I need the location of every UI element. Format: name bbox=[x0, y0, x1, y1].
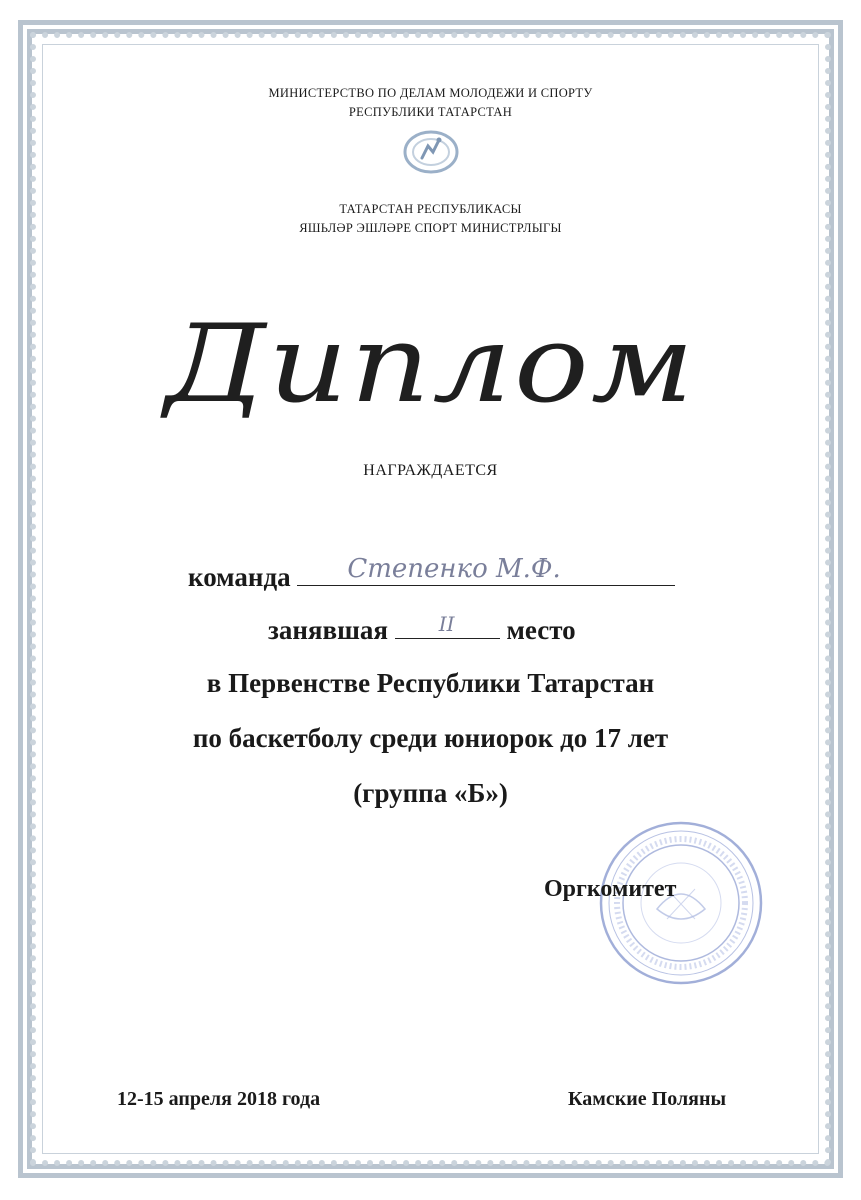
ministry-tt-line2: ЯШЬЛӘР ЭШЛӘРЕ СПОРТ МИНИСТРЛЫГЫ bbox=[299, 221, 562, 235]
ministry-ru-line1: МИНИСТЕРСТВО ПО ДЕЛАМ МОЛОДЕЖИ И СПОРТУ bbox=[268, 86, 593, 100]
team-field bbox=[297, 554, 675, 586]
team-line bbox=[188, 554, 675, 593]
ministry-header-tt bbox=[0, 200, 861, 238]
place-line bbox=[268, 614, 576, 646]
official-seal-icon bbox=[597, 819, 765, 987]
team-handwritten-value: Степенко М.Ф. bbox=[347, 554, 561, 584]
place-handwritten-value: II bbox=[438, 612, 455, 636]
event-date: 12-15 апреля 2018 года bbox=[117, 1088, 321, 1110]
diploma-title: Диплом bbox=[164, 302, 697, 427]
orgcommittee-label: Оргкомитет bbox=[544, 876, 677, 902]
ministry-header-ru bbox=[0, 84, 861, 122]
event-place: Камские Поляны bbox=[568, 1088, 727, 1110]
ministry-ru-line2: РЕСПУБЛИКИ ТАТАРСТАН bbox=[348, 105, 513, 119]
group-line: (группа «Б») bbox=[353, 778, 508, 808]
team-label: команда bbox=[188, 562, 291, 592]
championship-line: в Первенстве Республики Татарстан bbox=[206, 668, 655, 698]
place-label-after: место bbox=[506, 615, 576, 645]
awarded-label: НАГРАЖДАЕТСЯ bbox=[363, 462, 498, 479]
ministry-tt-line1: ТАТАРСТАН РЕСПУБЛИКАСЫ bbox=[339, 202, 522, 216]
sport-line: по баскетболу среди юниорок до 17 лет bbox=[192, 723, 669, 753]
place-field bbox=[395, 614, 500, 639]
place-label-before: занявшая bbox=[268, 615, 388, 645]
sport-ministry-emblem-icon bbox=[402, 128, 460, 176]
